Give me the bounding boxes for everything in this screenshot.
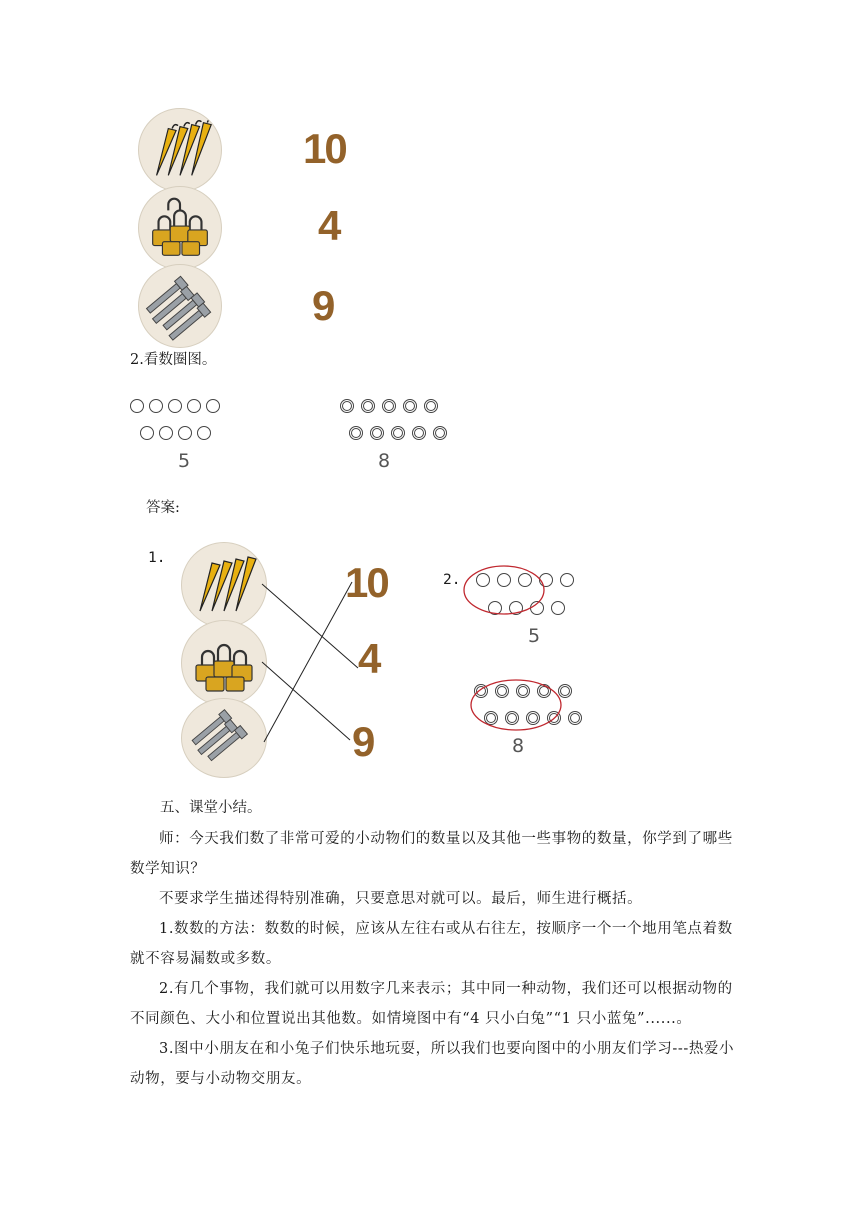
answer-number-4: 4 (358, 635, 380, 682)
answer-group-a-number: 5 (528, 625, 541, 647)
summary-paragraph-2: 不要求学生描述得特别准确，只要意思对就可以。最后，师生进行概括。 (159, 891, 643, 907)
ring (568, 711, 582, 725)
summary-section-title: 五、课堂小结。 (160, 800, 262, 816)
answer-circle-5 (462, 562, 552, 618)
answer-label-2: 2. (443, 572, 461, 588)
answer-group-b-number: 8 (512, 735, 525, 757)
answer-number-9: 9 (352, 718, 374, 765)
group-b-number: 8 (378, 450, 391, 472)
summary-paragraph-5: 3.图中小朋友在和小兔子们快乐地玩耍，所以我们也要向图中的小朋友们学习---热爱小动物，要与小动物交朋友。 (130, 1041, 735, 1087)
summary-paragraph-1: 师：今天我们数了非常可爱的小动物们的数量以及其他一些事物的数量，你学到了哪些数学知识？ (130, 831, 733, 877)
exercise2-heading: 2.看数圈图。 (130, 352, 217, 368)
number-10: 10 (303, 125, 346, 172)
answer-label-1: 1. (148, 550, 166, 566)
number-9: 9 (312, 282, 334, 329)
answer-circle-8 (468, 676, 564, 734)
number-4: 4 (318, 202, 340, 249)
summary-paragraph-3: 1.数数的方法：数数的时候，应该从左往右或从右往左，按顺序一个一个地用笔点着数就不容易漏数或多数。 (130, 921, 733, 967)
match-line-padlock-9 (262, 662, 350, 740)
summary-paragraph-4: 2.有几个事物，我们就可以用数字几来表示；其中同一种动物，我们还可以根据动物的不同颜色、大小和位置说出其他数。如情境图中有“4 只小白兔”“1 只小蓝兔”......。 (130, 981, 733, 1027)
ring (560, 573, 574, 587)
answer-heading: 答案: (146, 500, 180, 516)
match-line-bolt-4 (264, 582, 352, 742)
ring (551, 601, 565, 615)
group-a-number: 5 (178, 450, 191, 472)
answer-number-10: 10 (345, 559, 388, 606)
